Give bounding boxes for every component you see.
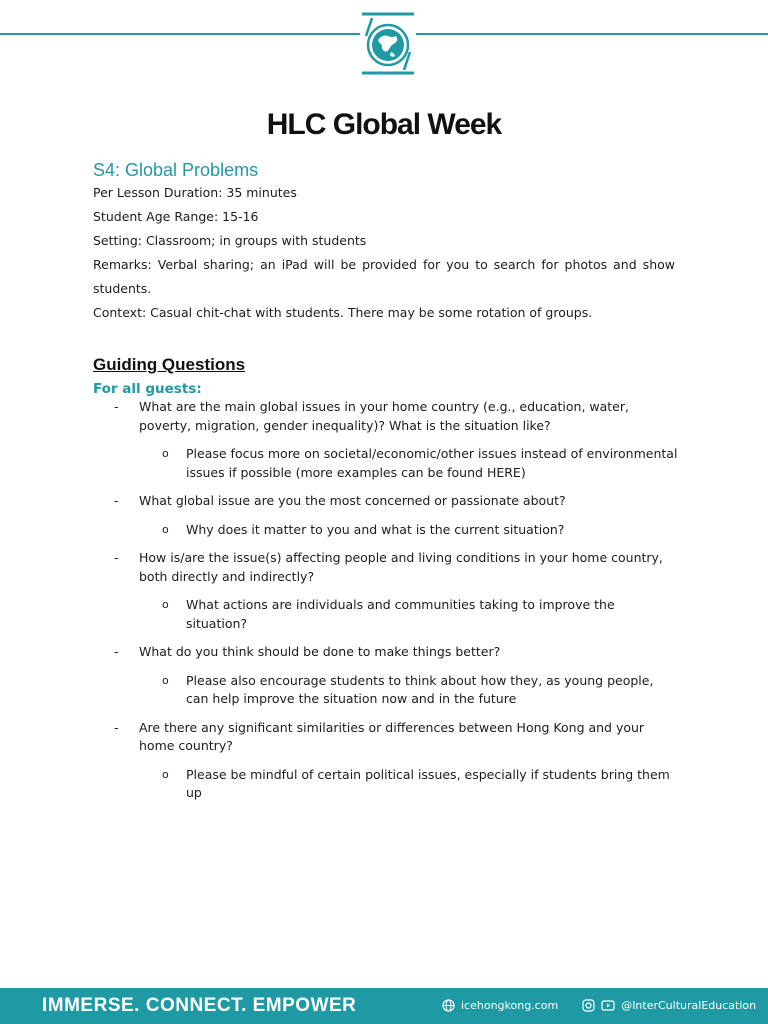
question-text: What are the main global issues in your home country (e.g., education, water, poverty, migration, gender inequality)? What is the situation like? <box>139 399 629 433</box>
list-item <box>0 492 768 539</box>
circle-bullet: o <box>162 673 169 687</box>
detail-context: Context: Casual chit-chat with students. There may be some rotation of groups. <box>93 305 593 320</box>
section-title: S4: Global Problems <box>93 160 259 180</box>
dash-bullet: - <box>114 493 119 508</box>
globe-logo-icon <box>360 12 416 76</box>
list-item <box>0 549 768 633</box>
dash-bullet: - <box>114 719 119 735</box>
question-text: How is/are the issue(s) affecting people and living conditions in your home country, both directly and indirectly? <box>139 550 663 584</box>
footer-tagline: IMMERSE. CONNECT. EMPOWER <box>42 995 357 1016</box>
circle-bullet: o <box>162 522 169 536</box>
web-globe-icon <box>442 999 455 1012</box>
question-text: What do you think should be done to make things better? <box>139 644 501 659</box>
instagram-icon[interactable] <box>582 999 595 1012</box>
list-item <box>0 398 768 482</box>
youtube-icon[interactable] <box>601 999 615 1012</box>
dash-bullet: - <box>114 399 119 414</box>
audience-label: For all guests: <box>93 381 202 397</box>
question-text: Are there any significant similarities or differences between Hong Kong and your home country? <box>139 719 645 753</box>
sub-item <box>0 521 768 540</box>
guiding-questions-heading: Guiding Questions <box>93 355 246 374</box>
dash-bullet: - <box>114 550 119 565</box>
page-title: HLC Global Week <box>266 108 502 141</box>
circle-bullet: o <box>162 767 169 781</box>
lesson-details <box>93 181 675 325</box>
list-item <box>0 643 768 709</box>
footer-website-link[interactable]: icehongkong.com <box>461 999 559 1012</box>
footer-contact <box>442 999 756 1012</box>
sub-item <box>0 672 768 709</box>
sub-question-text: What actions are individuals and communities taking to improve the situation? <box>186 597 615 631</box>
sub-item <box>0 596 768 633</box>
circle-bullet: o <box>162 447 169 460</box>
footer-social-handle[interactable]: @InterCulturalEducation <box>621 999 757 1012</box>
footer-bar <box>0 988 768 1024</box>
sub-item <box>0 766 768 803</box>
circle-bullet: o <box>162 598 169 611</box>
sub-question-text: Why does it matter to you and what is the current situation? <box>186 521 565 537</box>
header-rule-left <box>0 33 360 35</box>
sub-question-text: Please also encourage students to think about how they, as young people, can help improve the situation now and in the future <box>186 672 654 706</box>
sub-question-text: Please be mindful of certain political issues, especially if students bring them up <box>186 766 670 800</box>
sub-item <box>0 445 768 482</box>
header-rule-right <box>416 33 768 35</box>
question-text: What global issue are you the most concerned or passionate about? <box>139 493 566 508</box>
dash-bullet: - <box>114 644 119 659</box>
detail-age-range: Student Age Range: 15-16 <box>93 209 259 224</box>
list-item <box>0 719 768 803</box>
detail-remarks: Remarks: Verbal sharing; an iPad will be provided for you to search for photos and show students. <box>93 257 675 296</box>
detail-duration: Per Lesson Duration: 35 minutes <box>93 185 297 200</box>
detail-setting: Setting: Classroom; in groups with students <box>93 233 367 248</box>
questions-list <box>0 398 768 813</box>
sub-question-text: Please focus more on societal/economic/other issues instead of environmental issues if possible (more examples can be found HERE) <box>186 446 678 480</box>
